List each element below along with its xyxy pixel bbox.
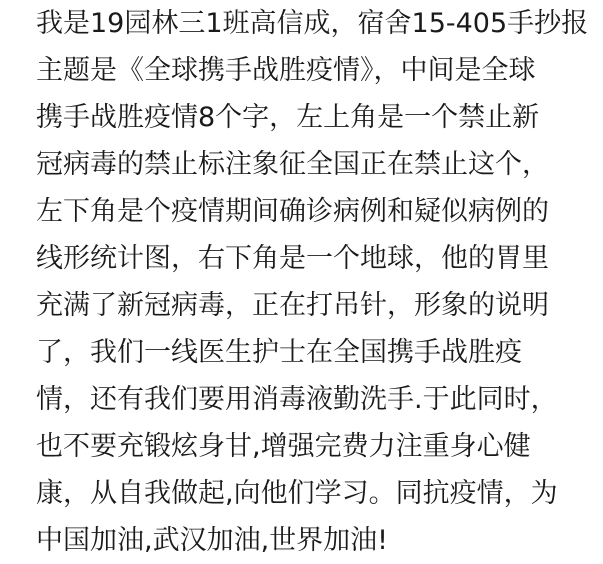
text-line-12: 中国加油,武汉加油,世界加油! xyxy=(36,525,388,556)
handwritten-text-block xyxy=(36,0,596,564)
text-line-8: 了，我们一线医生护士在全国携手战胜疫 xyxy=(36,337,522,368)
text-line-2: 主题是《全球携手战胜疫情》，中间是全球 xyxy=(36,55,536,86)
text-line-11: 康，从自我做起,向他们学习。同抗疫情，为 xyxy=(36,478,558,509)
text-line-1: 我是19园林三1班高信成，宿舍15-405手抄报 xyxy=(36,8,589,39)
text-line-6: 线形统计图，右下角是一个地球，他的胃里 xyxy=(36,243,549,274)
text-line-7: 充满了新冠病毒，正在打吊针，形象的说明 xyxy=(36,290,549,321)
text-line-9: 情，还有我们要用消毒液勤洗手.于此同时， xyxy=(36,384,558,415)
text-line-5: 左下角是个疫情期间确诊病例和疑似病例的 xyxy=(36,196,549,227)
text-line-4: 冠病毒的禁止标注象征全国正在禁止这个， xyxy=(36,149,549,180)
text-line-3: 携手战胜疫情8个字，左上角是一个禁止新 xyxy=(36,102,540,133)
text-line-10: 也不要充锻炫身甘,增强完费力注重身心健 xyxy=(36,431,531,462)
